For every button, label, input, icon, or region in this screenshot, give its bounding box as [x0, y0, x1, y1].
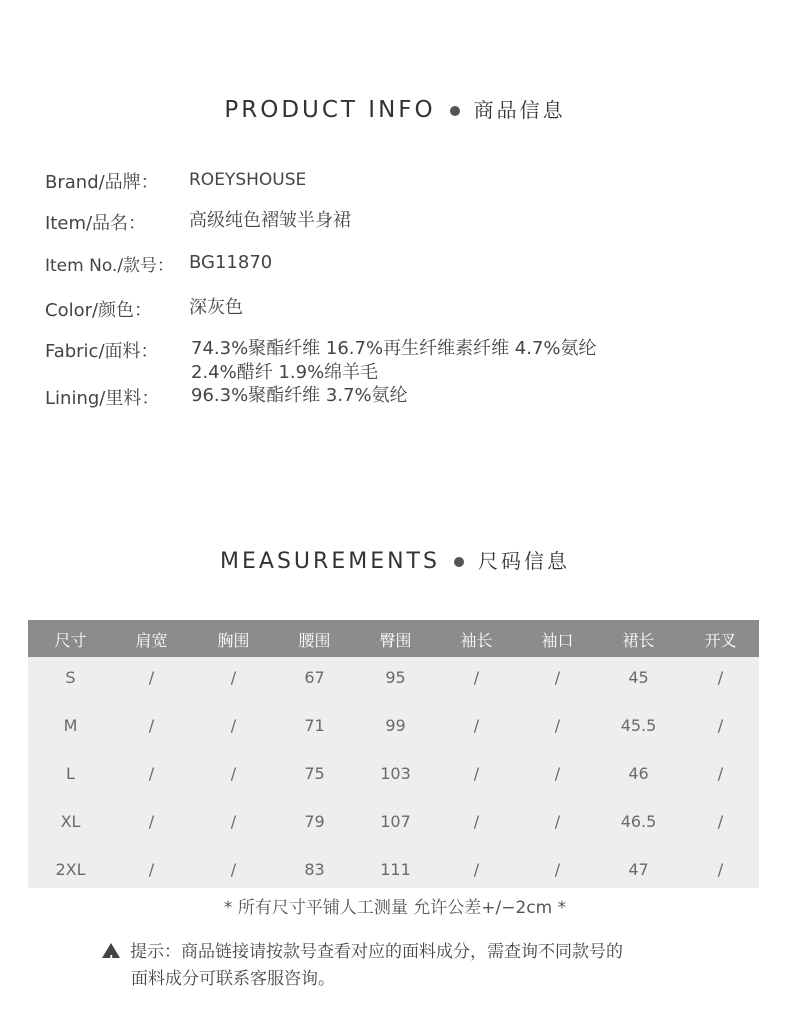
- table-cell: M: [63, 716, 78, 735]
- table-cell: /: [554, 716, 561, 735]
- table-cell: 111: [380, 860, 411, 879]
- header-cell: 胸围: [217, 631, 250, 650]
- table-cell: /: [717, 716, 724, 735]
- header-cell: 腰围: [298, 631, 331, 650]
- table-cell: /: [473, 812, 480, 831]
- table-cell: 75: [304, 764, 325, 783]
- table-cell: /: [717, 764, 724, 783]
- fabric-label: Fabric/面料：: [45, 341, 159, 362]
- fabric-value-line1: 74.3%聚酯纤维 16.7%再生纤维素纤维 4.7%氨纶: [191, 338, 597, 359]
- table-cell: 45.5: [620, 716, 657, 735]
- item-no-value: BG11870: [189, 252, 273, 273]
- table-cell: 46: [628, 764, 649, 783]
- table-cell: /: [473, 668, 480, 687]
- table-cell: /: [230, 860, 237, 879]
- table-cell: /: [148, 668, 155, 687]
- tip-line2: 面料成分可联系客服咨询。: [131, 969, 335, 989]
- header-cell: 裙长: [622, 631, 655, 650]
- product-info-title-en: PRODUCT INFO: [224, 97, 436, 123]
- lining-value: 96.3%聚酯纤维 3.7%氨纶: [191, 385, 408, 406]
- table-cell: /: [717, 860, 724, 879]
- table-cell: /: [148, 812, 155, 831]
- header-cell: 肩宽: [135, 631, 168, 650]
- size-table-header: [28, 620, 759, 657]
- measurement-note: * 所有尺寸平铺人工测量 允许公差+/−2cm *: [223, 898, 567, 918]
- header-cell: 开叉: [704, 631, 737, 650]
- header-cell: 袖口: [541, 631, 574, 650]
- table-cell: 99: [385, 716, 406, 735]
- table-cell: /: [473, 716, 480, 735]
- table-cell: /: [230, 668, 237, 687]
- table-cell: 47: [628, 860, 649, 879]
- measurements-title-zh: 尺码信息: [477, 549, 570, 573]
- table-cell: XL: [60, 812, 81, 831]
- table-cell: /: [148, 860, 155, 879]
- table-cell: /: [554, 812, 561, 831]
- tip-line1-row: [102, 939, 623, 966]
- product-info-title-zh: 商品信息: [473, 98, 566, 122]
- table-cell: /: [554, 860, 561, 879]
- table-cell: /: [717, 812, 724, 831]
- bullet-dot-icon: [450, 106, 460, 116]
- color-label: Color/颜色：: [45, 300, 153, 321]
- color-value: 深灰色: [189, 297, 243, 318]
- table-cell: L: [66, 764, 75, 783]
- table-cell: /: [554, 764, 561, 783]
- table-cell: /: [148, 716, 155, 735]
- table-cell: /: [230, 764, 237, 783]
- table-cell: 67: [304, 668, 325, 687]
- table-cell: S: [65, 668, 76, 687]
- table-cell: 71: [304, 716, 325, 735]
- brand-label: Brand/品牌：: [45, 172, 159, 193]
- table-cell: 46.5: [620, 812, 657, 831]
- size-table: [28, 620, 759, 888]
- table-cell: 2XL: [55, 860, 86, 879]
- table-cell: /: [230, 812, 237, 831]
- table-cell: 83: [304, 860, 325, 879]
- product-info-title: [0, 94, 790, 123]
- brand-value: ROEYSHOUSE: [189, 170, 307, 190]
- table-cell: /: [473, 860, 480, 879]
- item-value: 高级纯色褶皱半身裙: [189, 210, 351, 231]
- bullet-dot-icon: [454, 557, 464, 567]
- measurements-title-en: MEASUREMENTS: [220, 549, 440, 574]
- fabric-value: [191, 337, 597, 385]
- tip-box: [102, 939, 623, 993]
- table-cell: 95: [385, 668, 406, 687]
- table-cell: /: [473, 764, 480, 783]
- table-cell: /: [148, 764, 155, 783]
- header-cell: 尺寸: [54, 631, 87, 650]
- table-cell: /: [717, 668, 724, 687]
- fabric-value-line2: 2.4%醋纤 1.9%绵羊毛: [191, 362, 379, 383]
- table-cell: 107: [380, 812, 411, 831]
- table-cell: /: [230, 716, 237, 735]
- item-label: Item/品名：: [45, 213, 147, 234]
- warning-icon: [102, 943, 120, 958]
- lining-label: Lining/里料：: [45, 388, 160, 409]
- tip-line1: 提示：商品链接请按款号查看对应的面料成分，需查询不同款号的: [130, 942, 623, 962]
- table-cell: 79: [304, 812, 325, 831]
- header-cell: 臀围: [379, 631, 412, 650]
- header-cell: 袖长: [460, 631, 493, 650]
- table-cell: /: [554, 668, 561, 687]
- table-cell: 103: [380, 764, 411, 783]
- item-no-label: Item No./款号：: [45, 256, 175, 276]
- measurements-title: [0, 545, 790, 574]
- table-cell: 45: [628, 668, 649, 687]
